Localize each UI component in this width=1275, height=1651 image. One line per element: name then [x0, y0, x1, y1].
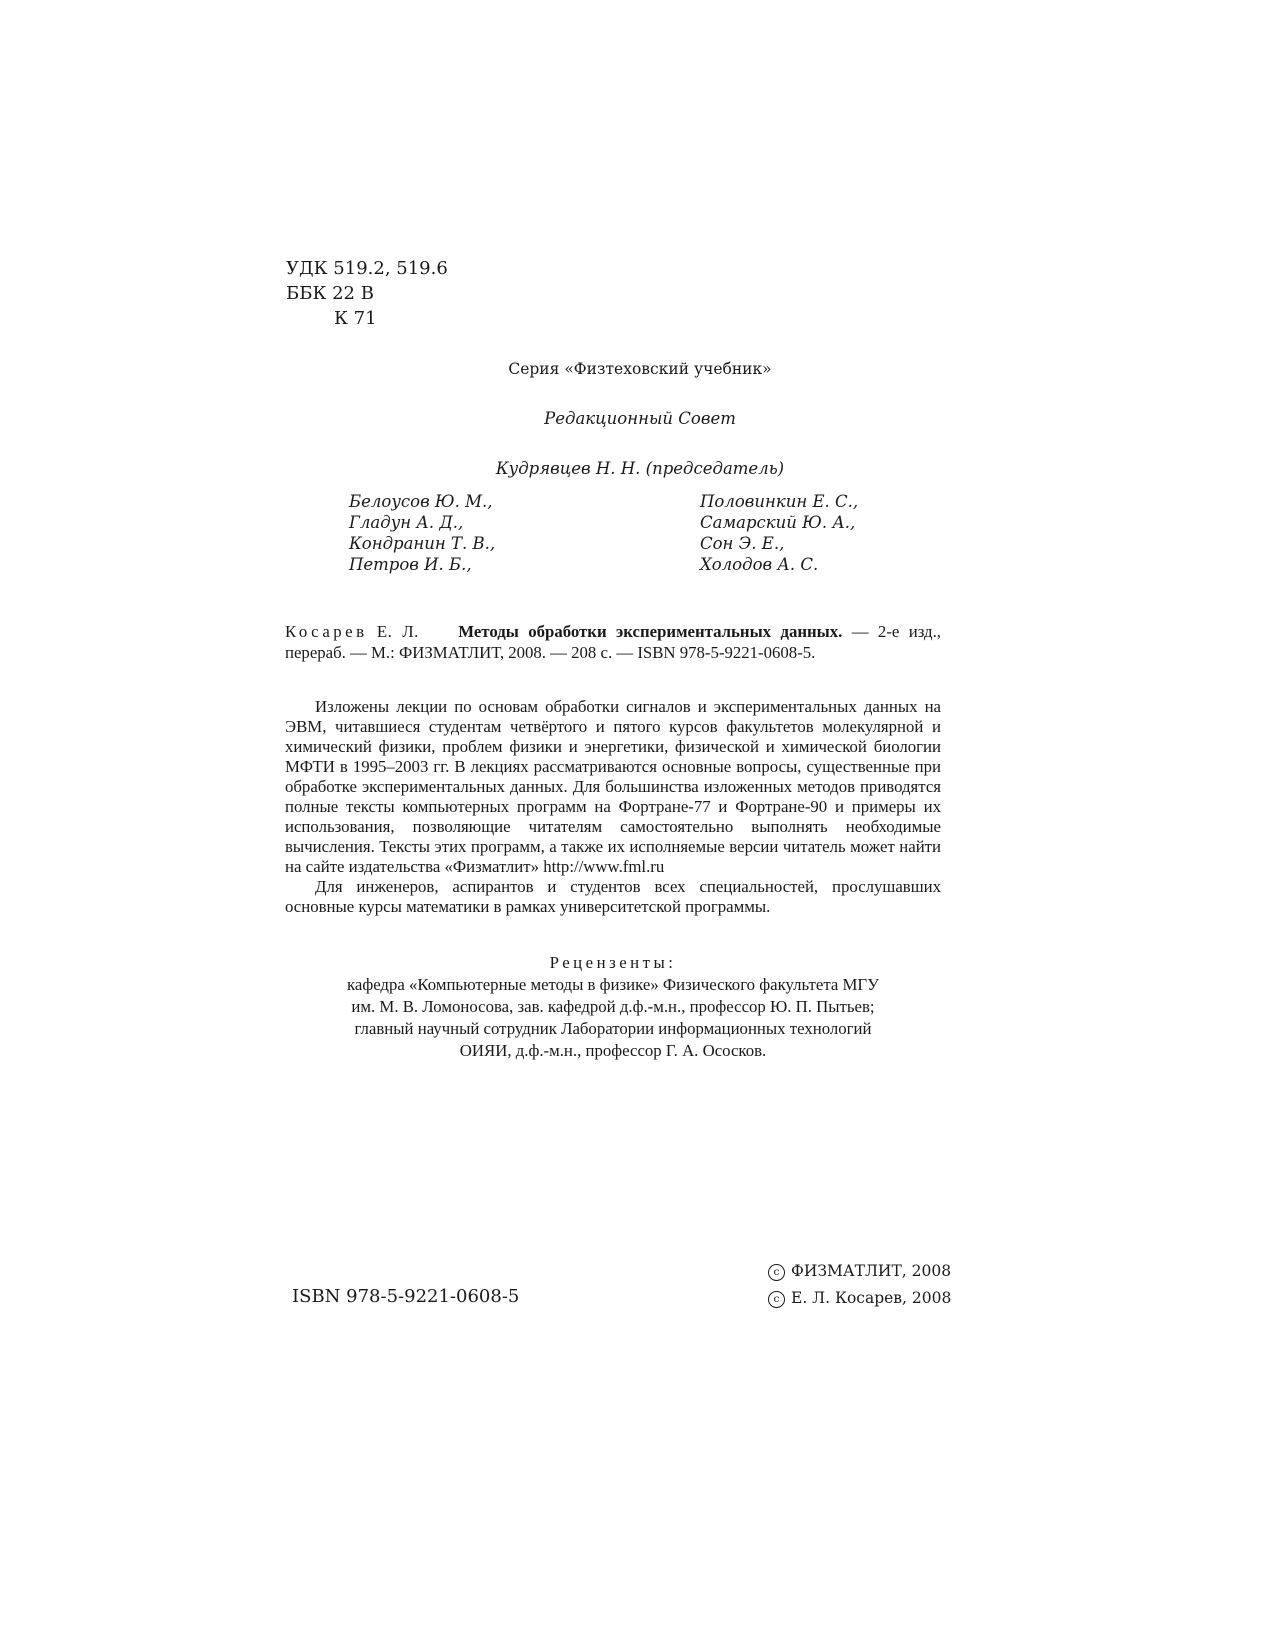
bib-author: Косарев	[285, 622, 368, 641]
reviewer-line: кафедра «Компьютерные методы в физике» Физического факультета МГУ	[346, 975, 879, 994]
reviewers-heading: Рецензенты:	[549, 953, 677, 972]
bib-details: — 2-е изд., перераб. — М.: ФИЗМАТЛИТ, 2008. — 208 с. — ISBN 978-5-9221-0608-5.	[285, 622, 941, 662]
bib-title: Методы обработки экспериментальных данных.	[458, 622, 843, 641]
reviewers-block	[285, 952, 941, 1062]
copyright-line	[768, 1285, 951, 1312]
reviewer-line: главный научный сотрудник Лаборатории информационных технологий	[354, 1019, 872, 1038]
abstract-paragraph: Для инженеров, аспирантов и студентов всех специальностей, прослушавших основные курсы математики в рамках университетской программы.	[285, 877, 941, 916]
author-mark: К 71	[334, 308, 377, 329]
copyright-text: ФИЗМАТЛИТ, 2008	[791, 1262, 952, 1280]
board-member: Холодов А. С.	[700, 555, 819, 574]
reviewer-line: ОИЯИ, д.ф.-м.н., профессор Г. А. Ососков.	[459, 1041, 767, 1060]
board-member: Половинкин Е. С.,	[700, 492, 859, 511]
copyright-text: Е. Л. Косарев, 2008	[791, 1289, 952, 1307]
editorial-board-chair: Кудрявцев Н. Н. (председатель)	[495, 459, 785, 478]
reviewer-line: им. М. В. Ломоносова, зав. кафедрой д.ф.-м.н., профессор Ю. П. Пытьев;	[351, 997, 875, 1016]
editorial-board-members-right	[700, 491, 858, 575]
isbn: ISBN 978-5-9221-0608-5	[292, 1286, 520, 1307]
board-member: Белоусов Ю. М.,	[349, 492, 493, 511]
abstract	[285, 697, 941, 917]
copyright-icon: c	[768, 1291, 785, 1308]
board-member: Гладун А. Д.,	[349, 513, 464, 532]
bbk-code: ББК 22 В	[286, 283, 374, 304]
editorial-board-title: Редакционный Совет	[544, 409, 736, 428]
udk-code: УДК 519.2, 519.6	[286, 258, 448, 279]
board-member: Кондранин Т. В.,	[349, 534, 496, 553]
editorial-board-members-left	[349, 491, 495, 575]
bibliographic-record	[285, 621, 941, 663]
board-member: Петров И. Б.,	[349, 555, 472, 574]
copyright-icon: c	[768, 1264, 785, 1281]
copyright-block	[768, 1258, 951, 1312]
bib-initials: Е. Л.	[376, 622, 419, 641]
board-member: Сон Э. Е.,	[700, 534, 785, 553]
copyright-line	[768, 1258, 951, 1285]
series-title: Серия «Физтеховский учебник»	[508, 360, 772, 378]
board-member: Самарский Ю. А.,	[700, 513, 856, 532]
abstract-paragraph: Изложены лекции по основам обработки сигналов и экспериментальных данных на ЭВМ, читавшиеся студентам четвёртого и пятого курсов факультетов молекулярной и химический физики, проблем физики и энергетики, физической и химической биологии МФТИ в 1995–2003 гг. В лекциях рассматриваются основные вопросы, существенные при обработке экспериментальных данных. Для большинства изложенных методов приводятся полные тексты компьютерных программ на Фортране-77 и Фортране-90 и примеры их использования, позволяющие читателям самостоятельно выполнять необходимые вычисления. Тексты этих программ, а также их исполняемые версии читатель может найти на сайте издательства «Физматлит» http://www.fml.ru	[285, 697, 941, 876]
classification-block	[286, 256, 448, 331]
